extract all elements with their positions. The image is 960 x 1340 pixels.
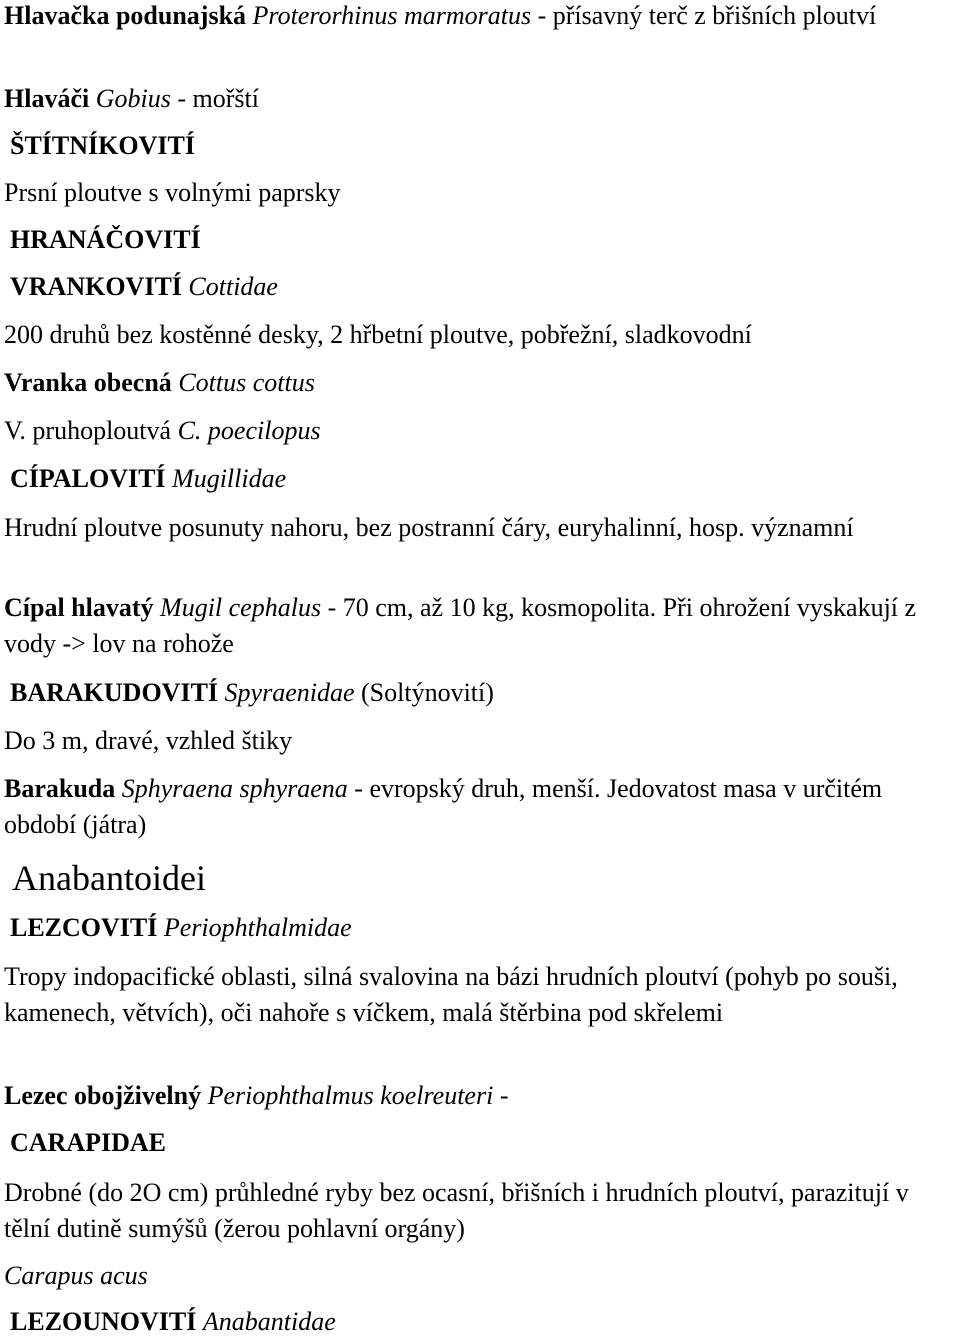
paragraph-lezec-obojzivelny bbox=[4, 1078, 954, 1114]
latin-name: Carapus acus bbox=[4, 1261, 148, 1290]
latin-name: C. poecilopus bbox=[177, 416, 321, 445]
description-text: V. pruhoploutvá bbox=[4, 416, 172, 445]
paragraph-vranka-obecna bbox=[4, 365, 954, 401]
latin-name: Periophthalmidae bbox=[163, 913, 352, 942]
description-text: - přísavný terč z břišních ploutví bbox=[531, 1, 877, 30]
paragraph-barakuda bbox=[4, 771, 954, 843]
latin-name: Periophthalmus koelreuteri bbox=[207, 1081, 494, 1110]
latin-name: Proterorhinus marmoratus bbox=[252, 1, 532, 30]
heading-anabantoidei bbox=[12, 856, 954, 900]
heading-lezcoviti bbox=[10, 910, 954, 946]
paragraph-hlavaci bbox=[4, 81, 954, 117]
paragraph-do-3-m bbox=[4, 723, 954, 759]
latin-name: Cottus cottus bbox=[178, 368, 315, 397]
family-heading: LEZCOVITÍ bbox=[10, 913, 158, 942]
family-heading: BARAKUDOVITÍ bbox=[10, 678, 219, 707]
suborder-heading: Anabantoidei bbox=[12, 858, 206, 898]
heading-barakudoviti bbox=[10, 675, 954, 711]
latin-name: Anabantidae bbox=[202, 1307, 336, 1336]
paragraph-v-pruhoploutva bbox=[4, 413, 954, 449]
description-text: Do 3 m, dravé, vzhled štiky bbox=[4, 726, 293, 755]
species-name: Vranka obecná bbox=[4, 368, 172, 397]
description-text: Hrudní ploutve posunuty nahoru, bez postranní čáry, euryhalinní, hosp. významní bbox=[4, 513, 854, 542]
family-heading: ŠTÍTNÍKOVITÍ bbox=[10, 131, 195, 160]
latin-name: Gobius bbox=[95, 84, 171, 113]
family-heading: HRANÁČOVITÍ bbox=[10, 225, 201, 254]
paragraph-cipal-hlavaty bbox=[4, 590, 954, 662]
species-name: Cípal hlavatý bbox=[4, 593, 154, 622]
species-name: Hlavačka podunajská bbox=[4, 1, 247, 30]
species-name: Barakuda bbox=[4, 774, 116, 803]
latin-name: Sphyraena sphyraena bbox=[121, 774, 348, 803]
paragraph-drobne bbox=[4, 1175, 954, 1247]
paragraph-carapus-acus bbox=[4, 1258, 954, 1294]
heading-vrankoviti bbox=[10, 269, 954, 305]
family-heading: VRANKOVITÍ bbox=[10, 272, 182, 301]
family-heading: CARAPIDAE bbox=[10, 1128, 166, 1157]
description-text: 200 druhů bez kostěnné desky, 2 hřbetní ploutve, pobřežní, sladkovodní bbox=[4, 320, 752, 349]
family-heading: CÍPALOVITÍ bbox=[10, 464, 166, 493]
paragraph-200-druhu bbox=[4, 317, 954, 353]
heading-hranacoviti bbox=[10, 222, 954, 258]
species-name: Lezec obojživelný bbox=[4, 1081, 202, 1110]
latin-name: Spyraenidae bbox=[224, 678, 355, 707]
description-text: - 70 cm, až 10 kg, kosmopolita. Při ohrožení vyskakují z vody -> lov na rohože bbox=[4, 593, 917, 658]
description-text: (Soltýnovití) bbox=[354, 678, 494, 707]
description-text: Prsní ploutve s volnými paprsky bbox=[4, 178, 341, 207]
family-heading: LEZOUNOVITÍ bbox=[10, 1307, 197, 1336]
description-text: - evropský druh, menší. Jedovatost masa v určitém období (játra) bbox=[4, 774, 883, 839]
heading-cipaloviti bbox=[10, 461, 954, 497]
description-text: Tropy indopacifické oblasti, silná svalovina na bázi hrudních ploutví (pohyb po souši, kamenech, větvích), oči nahoře s víčkem, malá štěrbina pod skřelemi bbox=[4, 962, 898, 1027]
paragraph-tropy bbox=[4, 959, 954, 1031]
latin-name: Cottidae bbox=[188, 272, 278, 301]
paragraph-prsni-ploutve bbox=[4, 175, 954, 211]
latin-name: Mugillidae bbox=[172, 464, 287, 493]
latin-name: Mugil cephalus bbox=[160, 593, 322, 622]
description-text: - bbox=[493, 1081, 509, 1110]
species-name: Hlaváči bbox=[4, 84, 90, 113]
paragraph-hlavacka-podunajska bbox=[4, 0, 954, 34]
heading-stitnikoviti bbox=[10, 128, 954, 164]
description-text: - mořští bbox=[170, 84, 259, 113]
heading-carapidae bbox=[10, 1125, 954, 1161]
description-text: Drobné (do 2O cm) průhledné ryby bez ocasní, břišních i hrudních ploutví, parazitují v tělní dutině sumýšů (žerou pohlavní orgány) bbox=[4, 1178, 909, 1243]
paragraph-hrudni-ploutve bbox=[4, 510, 954, 546]
